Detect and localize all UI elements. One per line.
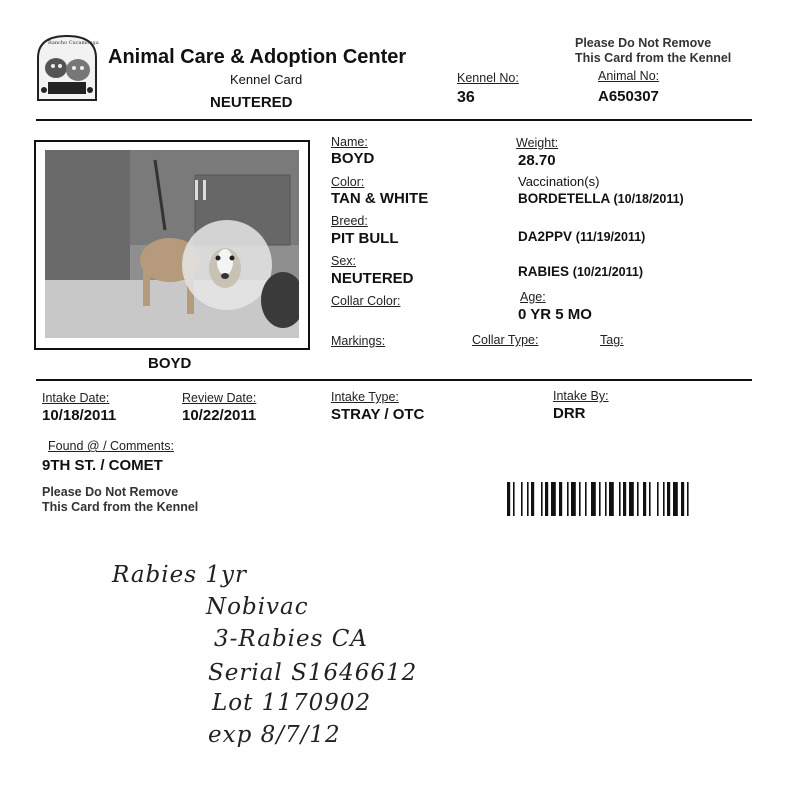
bottom-notice: [42, 485, 198, 515]
org-name: Animal Care & Adoption Center: [108, 46, 407, 68]
barcode-bar: [629, 482, 634, 516]
vaccination-item: [518, 191, 684, 206]
intake-by-label: Intake By:: [553, 389, 609, 403]
found-value: 9TH ST. / COMET: [42, 457, 163, 474]
name-label: Name:: [331, 135, 368, 149]
handwritten-note: Nobivac: [206, 594, 309, 620]
vaccination-item: [518, 264, 643, 279]
barcode-bar: [623, 482, 626, 516]
vaccination-date: (10/21/2011): [572, 265, 643, 279]
handwritten-note: Rabies 1yr: [112, 562, 247, 588]
collar-type-label: Collar Type:: [472, 333, 539, 347]
review-date-value: 10/22/2011: [182, 407, 257, 424]
top-notice-line2: This Card from the Kennel: [575, 51, 732, 65]
barcode-bar: [687, 482, 689, 516]
intake-by-value: DRR: [553, 405, 586, 422]
barcode-bar: [567, 482, 569, 516]
barcode-bar: [643, 482, 646, 516]
barcode-bar: [513, 482, 515, 516]
weight-value: 28.70: [518, 152, 556, 169]
name-value: BOYD: [331, 150, 375, 167]
intake-date-value: 10/18/2011: [42, 407, 117, 424]
vaccination-item: [518, 229, 645, 244]
bottom-notice-line1: Please Do Not Remove: [42, 485, 179, 499]
barcode-bar: [681, 482, 684, 516]
barcode-bar: [657, 482, 659, 516]
weight-label: Weight:: [516, 136, 559, 150]
card-type: Kennel Card: [230, 72, 303, 87]
vaccination-name: BORDETELLA: [518, 191, 610, 206]
barcode-bar: [579, 482, 581, 516]
vaccination-date: (10/18/2011): [613, 192, 684, 206]
handwritten-note: 3-Rabies CA: [214, 626, 368, 652]
barcode-bar: [637, 482, 639, 516]
photo-image: [45, 150, 299, 338]
barcode-bar: [541, 482, 543, 516]
vaccinations-label: Vaccination(s): [518, 174, 600, 189]
barcode-bar: [521, 482, 523, 516]
barcode-bar: [605, 482, 607, 516]
intake-type-value: STRAY / OTC: [331, 406, 425, 423]
kennel-value: 36: [457, 89, 475, 106]
barcode-bar: [591, 482, 596, 516]
top-notice-line1: Please Do Not Remove: [575, 36, 712, 50]
barcode-bar: [559, 482, 562, 516]
barcode-bar: [585, 482, 587, 516]
color-value: TAN & WHITE: [331, 190, 429, 207]
shelter-logo: [34, 32, 100, 102]
handwritten-note: Serial S1646612: [208, 660, 418, 686]
intake-date-label: Intake Date:: [42, 391, 110, 405]
logo-text: Rancho Cucamonga: [48, 40, 99, 46]
top-notice: [575, 36, 731, 66]
barcode-bar: [599, 482, 601, 516]
markings-label: Markings:: [331, 334, 386, 348]
barcode: [507, 482, 743, 516]
breed-label: Breed:: [331, 214, 368, 228]
status-badge: NEUTERED: [210, 94, 293, 111]
collar-color-label: Collar Color:: [331, 294, 401, 308]
barcode-bar: [667, 482, 670, 516]
photo-caption: BOYD: [148, 355, 192, 372]
age-label: Age:: [520, 290, 546, 304]
details-divider: [36, 379, 752, 381]
vaccination-name: RABIES: [518, 264, 570, 279]
sex-value: NEUTERED: [331, 270, 414, 287]
found-label: Found @ / Comments:: [48, 439, 174, 453]
barcode-bar: [619, 482, 621, 516]
barcode-bar: [527, 482, 529, 516]
barcode-bar: [673, 482, 678, 516]
intake-type-label: Intake Type:: [331, 390, 399, 404]
barcode-bar: [551, 482, 556, 516]
handwritten-note: Lot 1170902: [212, 690, 372, 716]
age-value: 0 YR 5 MO: [518, 306, 592, 323]
bottom-notice-line2: This Card from the Kennel: [42, 500, 199, 514]
vaccination-name: DA2PPV: [518, 229, 573, 244]
header-divider: [36, 119, 752, 121]
barcode-bar: [663, 482, 665, 516]
animal-value: A650307: [598, 88, 659, 105]
vaccination-date: (11/19/2011): [575, 230, 646, 244]
handwritten-note: exp 8/7/12: [208, 722, 341, 748]
barcode-bar: [531, 482, 534, 516]
barcode-bar: [649, 482, 651, 516]
color-label: Color:: [331, 175, 365, 189]
kennel-label: Kennel No:: [457, 71, 519, 85]
tag-label: Tag:: [600, 333, 624, 347]
barcode-bar: [507, 482, 510, 516]
barcode-bar: [545, 482, 548, 516]
review-date-label: Review Date:: [182, 391, 257, 405]
barcode-bar: [609, 482, 614, 516]
sex-label: Sex:: [331, 254, 357, 268]
animal-label: Animal No:: [598, 69, 660, 83]
animal-photo: [34, 140, 310, 350]
breed-value: PIT BULL: [331, 230, 399, 247]
barcode-bar: [571, 482, 576, 516]
